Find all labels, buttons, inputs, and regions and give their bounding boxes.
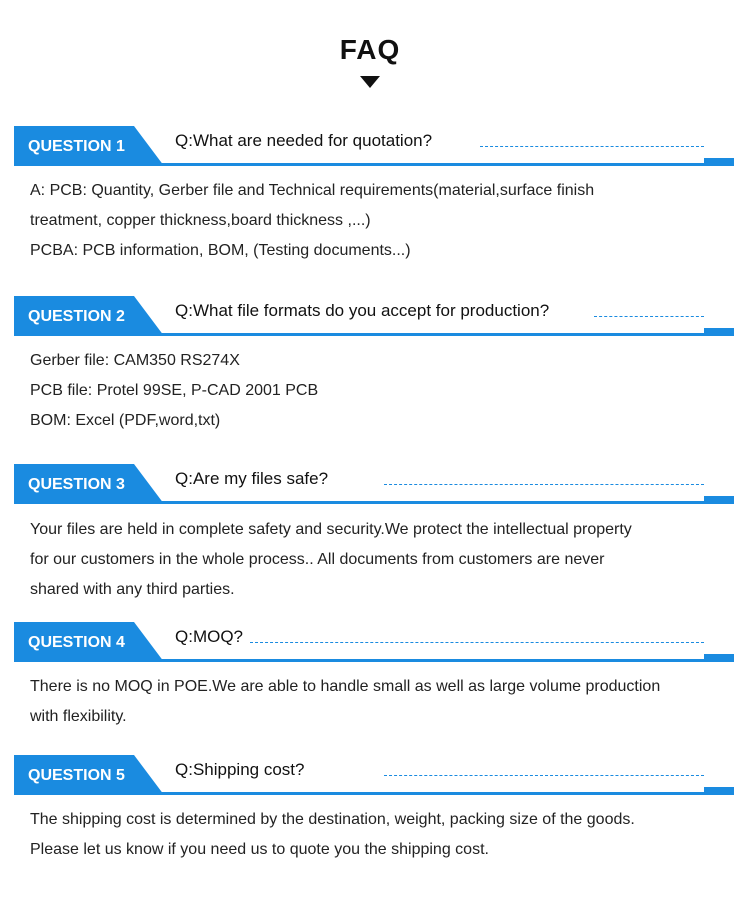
question-header xyxy=(0,622,750,662)
question-badge-label: QUESTION 2 xyxy=(28,308,125,325)
faq-title: FAQ xyxy=(339,34,401,65)
underline-bar xyxy=(14,792,734,795)
answer-body xyxy=(30,515,720,605)
question-badge-label: QUESTION 1 xyxy=(28,138,125,155)
underline-bar xyxy=(14,659,734,662)
dashed-divider xyxy=(594,316,704,317)
answer-line: PCBA: PCB information, BOM, (Testing documents...) xyxy=(30,242,411,259)
question-badge-label: QUESTION 5 xyxy=(28,767,125,784)
question-badge-label: QUESTION 3 xyxy=(28,476,125,493)
question-text: Q:What file formats do you accept for production? xyxy=(175,301,550,320)
answer-line: BOM: Excel (PDF,word,txt) xyxy=(30,412,221,429)
question-header xyxy=(0,296,750,336)
caret-down-icon xyxy=(360,76,380,88)
question-text: Q:Are my files safe? xyxy=(175,469,329,488)
answer-line: Gerber file: CAM350 RS274X xyxy=(30,352,240,369)
answer-line: Your files are held in complete safety and security.We protect the intellectual property xyxy=(30,521,632,538)
faq-item-4 xyxy=(0,622,750,725)
answer-line: The shipping cost is determined by the destination, weight, packing size of the goods. xyxy=(30,811,635,828)
dashed-divider xyxy=(384,775,704,776)
answer-line: Please let us know if you need us to quote you the shipping cost. xyxy=(30,841,489,858)
dashed-divider xyxy=(384,484,704,485)
answer-body xyxy=(30,176,720,266)
question-header xyxy=(0,755,750,795)
answer-line: There is no MOQ in POE.We are able to handle small as well as large volume production xyxy=(30,678,661,695)
question-header xyxy=(0,126,750,166)
question-text: Q:Shipping cost? xyxy=(175,760,305,779)
answer-body xyxy=(30,346,720,436)
answer-line: with flexibility. xyxy=(30,708,127,725)
question-text: Q:What are needed for quotation? xyxy=(175,131,433,150)
question-text: Q:MOQ? xyxy=(175,627,244,646)
answer-line: PCB file: Protel 99SE, P-CAD 2001 PCB xyxy=(30,382,319,399)
underline-bar xyxy=(14,501,734,504)
answer-line: for our customers in the whole process.. All documents from customers are never xyxy=(30,551,605,568)
dashed-divider xyxy=(250,642,704,643)
question-badge-label: QUESTION 4 xyxy=(28,634,125,651)
underline-bar xyxy=(14,333,734,336)
answer-line: shared with any third parties. xyxy=(30,581,235,598)
answer-line: treatment, copper thickness,board thickness ,...) xyxy=(30,212,371,229)
faq-item-1 xyxy=(0,126,750,259)
answer-body xyxy=(30,805,720,865)
faq-item-5 xyxy=(0,755,750,858)
faq-item-3 xyxy=(0,464,750,598)
question-header xyxy=(0,464,750,504)
faq-item-2 xyxy=(0,296,750,429)
answer-body xyxy=(30,672,720,732)
underline-bar xyxy=(14,163,734,166)
dashed-divider xyxy=(480,146,704,147)
answer-line: A: PCB: Quantity, Gerber file and Technical requirements(material,surface finish xyxy=(30,182,595,199)
